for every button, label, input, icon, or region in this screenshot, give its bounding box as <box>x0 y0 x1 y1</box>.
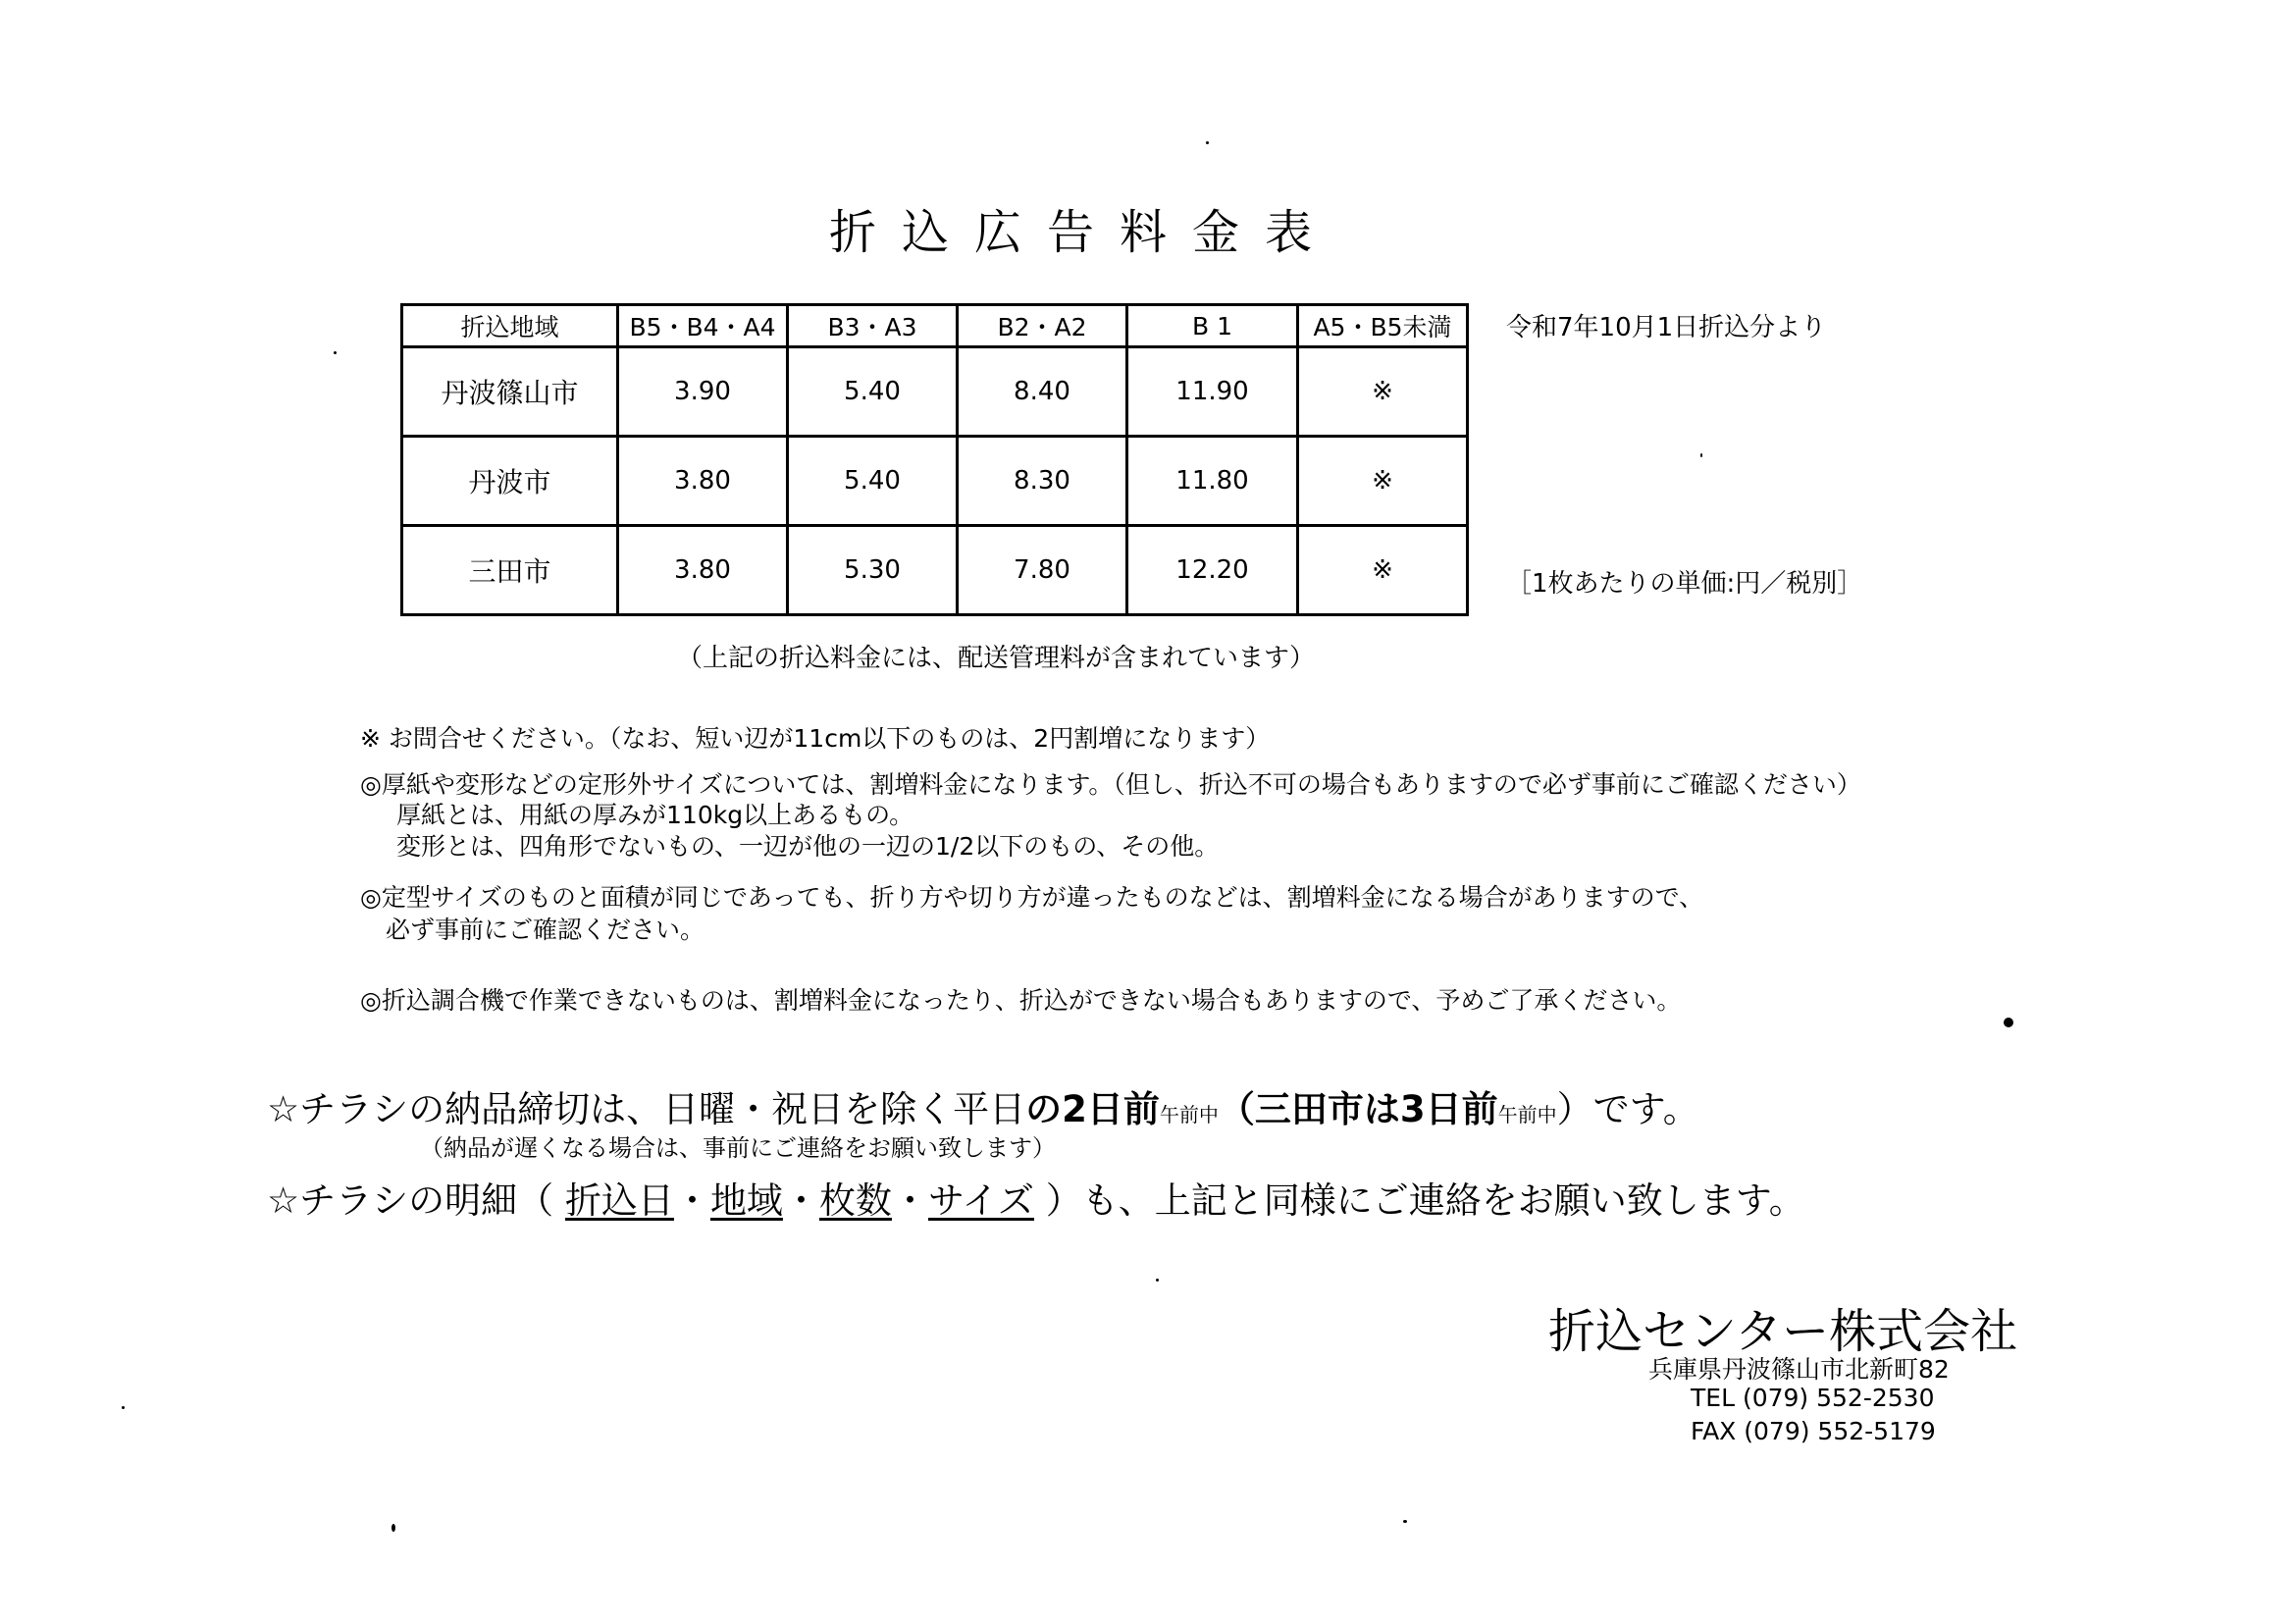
note-thick-definition: 厚紙とは、用紙の厚みが110kg以上あるもの。 <box>396 801 914 829</box>
deadline-part4: ）です。 <box>1556 1088 1699 1130</box>
region-cell: 丹波市 <box>402 437 618 526</box>
note-machine: ◎折込調合機で作業できないものは、割増料金になったり、折込ができない場合もありますので、予めご了承ください。 <box>360 986 1682 1015</box>
header-under-a5-b5: A5・B5未満 <box>1298 305 1468 347</box>
scan-speck <box>1206 141 1209 144</box>
price-cell: 3.80 <box>618 526 788 615</box>
price-cell: ※ <box>1298 437 1468 526</box>
header-b3-a3: B3・A3 <box>788 305 958 347</box>
company-fax: FAX (079) 552-5179 <box>1691 1417 1936 1445</box>
scan-speck <box>2004 1018 2013 1027</box>
note-irregular: ◎厚紙や変形などの定形外サイズについては、割増料金になります。（但し、折込不可の場合もありますので必ず事前にご確認ください） <box>360 770 1861 799</box>
deadline-line <box>267 1079 1699 1132</box>
details-item-count: 枚数 <box>818 1179 892 1222</box>
included-note: （上記の折込料金には、配送管理料が含まれています） <box>677 644 1316 673</box>
table-row <box>402 526 1468 615</box>
price-cell: 12.20 <box>1127 526 1298 615</box>
effective-date: 令和7年10月1日折込分より <box>1506 313 1827 342</box>
note-inquiry: ※ お問合せください。（なお、短い辺が11cm以下のものは、2円割増になります） <box>360 724 1271 753</box>
deadline-part2: の2日前 <box>1025 1088 1160 1130</box>
details-separator: ・ <box>891 1179 928 1222</box>
header-b5-b4-a4: B5・B4・A4 <box>618 305 788 347</box>
details-separator: ・ <box>673 1179 710 1222</box>
scan-speck <box>1700 453 1702 457</box>
note-shape-definition: 変形とは、四角形でないもの、一辺が他の一辺の1/2以下のもの、その他。 <box>396 832 1220 861</box>
details-item-date: 折込日 <box>564 1179 674 1222</box>
price-cell: 11.80 <box>1127 437 1298 526</box>
details-separator: ・ <box>782 1179 819 1222</box>
table-row <box>402 347 1468 437</box>
note-fold-line2: 必ず事前にご確認ください。 <box>386 916 705 944</box>
price-cell: 5.30 <box>788 526 958 615</box>
details-item-area: 地域 <box>709 1179 783 1222</box>
scan-speck <box>1156 1279 1159 1282</box>
table-header-row <box>402 305 1468 347</box>
deadline-morning-2: 午前中 <box>1497 1103 1557 1126</box>
page-title: 折込広告料金表 <box>829 205 1338 260</box>
header-b2-a2: B2・A2 <box>958 305 1127 347</box>
deadline-part3: （三田市は3日前 <box>1218 1088 1498 1130</box>
company-name: 折込センター株式会社 <box>1548 1304 2018 1359</box>
unit-note: ［1枚あたりの単価:円／税別］ <box>1506 569 1863 599</box>
price-cell: 3.90 <box>618 347 788 437</box>
scan-speck <box>334 351 337 354</box>
price-cell: 7.80 <box>958 526 1127 615</box>
region-cell: 三田市 <box>402 526 618 615</box>
price-cell: 8.30 <box>958 437 1127 526</box>
scan-speck <box>122 1406 125 1409</box>
region-cell: 丹波篠山市 <box>402 347 618 437</box>
header-b1: B 1 <box>1127 305 1298 347</box>
details-line <box>267 1171 1805 1224</box>
deadline-sub-note: （納品が遅くなる場合は、事前にご連絡をお願い致します） <box>420 1134 1056 1162</box>
price-cell: ※ <box>1298 526 1468 615</box>
deadline-morning-1: 午前中 <box>1159 1103 1219 1126</box>
price-cell: 5.40 <box>788 347 958 437</box>
details-prefix: ☆チラシの明細（ <box>267 1179 565 1222</box>
company-address: 兵庫県丹波篠山市北新町82 <box>1648 1355 1950 1384</box>
table-row <box>402 437 1468 526</box>
company-tel: TEL (079) 552-2530 <box>1691 1384 1935 1412</box>
price-cell: 5.40 <box>788 437 958 526</box>
scan-speck <box>391 1524 395 1532</box>
rate-table <box>400 303 1469 616</box>
header-region: 折込地域 <box>402 305 618 347</box>
details-suffix: ）も、上記と同様にご連絡をお願い致します。 <box>1033 1179 1805 1222</box>
price-cell: 3.80 <box>618 437 788 526</box>
details-item-size: サイズ <box>927 1179 1034 1222</box>
deadline-part1: ☆チラシの納品締切は、日曜・祝日を除く平日 <box>267 1088 1026 1130</box>
price-cell: 11.90 <box>1127 347 1298 437</box>
price-cell: ※ <box>1298 347 1468 437</box>
scan-speck <box>1403 1520 1407 1523</box>
price-cell: 8.40 <box>958 347 1127 437</box>
note-fold-line1: ◎定型サイズのものと面積が同じであっても、折り方や切り方が違ったものなどは、割増料金になる場合がありますので、 <box>360 883 1704 912</box>
